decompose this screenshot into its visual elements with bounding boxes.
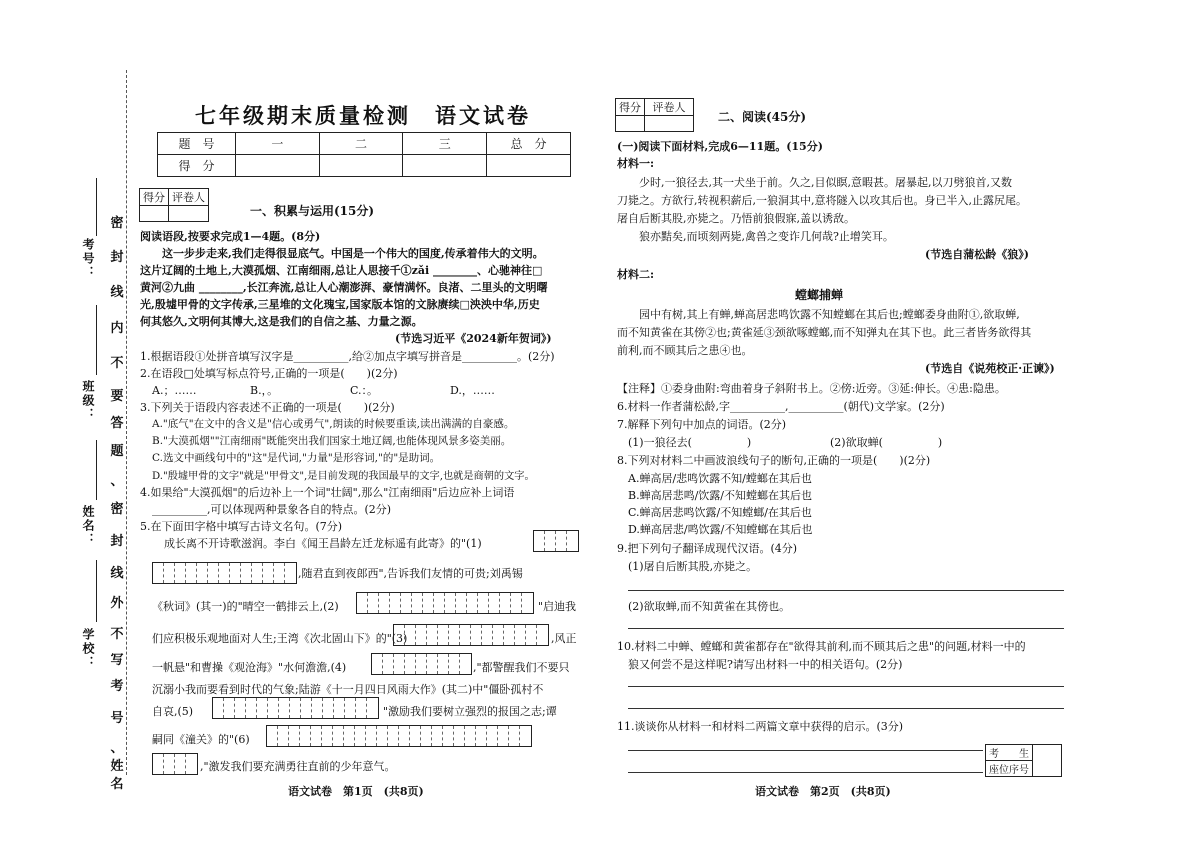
seal-char: 不 <box>110 627 124 642</box>
writing-grid[interactable] <box>152 753 198 775</box>
seal-char: 、 <box>110 741 124 756</box>
answer-line[interactable] <box>628 708 1064 709</box>
writing-grid[interactable] <box>212 697 379 719</box>
score-table <box>157 132 571 177</box>
grader-name-label: 评卷人 <box>645 99 694 116</box>
answer-line[interactable] <box>628 628 1064 629</box>
page-footer-1: 语文试卷 第1页 (共8页) <box>288 785 424 798</box>
question-6: 6.材料一作者蒲松龄,字__________,__________(朝代)文学家。(2分) <box>617 400 945 413</box>
exam-number-blank[interactable] <box>96 178 97 236</box>
grader-box-2 <box>615 98 694 132</box>
material-1-line: 少时,一狼径去,其一犬坐于前。久之,目似瞑,意暇甚。屠暴起,以刀劈狼首,又数 <box>617 176 1012 189</box>
answer-line[interactable] <box>628 772 983 773</box>
q8-option-d[interactable]: D.蝉高居悲/鸣饮露/不知螳螂在其后也 <box>628 523 813 536</box>
q3-option-c[interactable]: C.选文中画线句中的"这"是代词,"力量"是形容词,"的"是助词。 <box>152 452 441 464</box>
grader-score-label: 得分 <box>616 99 645 116</box>
score-header: 三 <box>403 133 487 155</box>
score-cell[interactable] <box>403 155 487 177</box>
grader-score-cell[interactable] <box>616 116 645 132</box>
question-10: 10.材料二中蝉、螳螂和黄雀都存在"欲得其前利,而不顾其后之患"的问题,材料一中的 <box>617 640 1026 653</box>
exam-number-label: 考号： <box>81 238 95 280</box>
seal-char: 线 <box>110 285 124 300</box>
score-header: 题 号 <box>158 133 236 155</box>
writing-grid[interactable] <box>152 562 297 584</box>
grader-name-cell[interactable] <box>169 206 209 222</box>
part1-intro: 阅读语段,按要求完成1—4题。(8分) <box>140 230 321 243</box>
q5-line: ,风正 <box>551 632 577 645</box>
seat-number-cell[interactable] <box>1033 745 1062 777</box>
material-2-line: 前利,而不顾其后之患④也。 <box>617 344 753 357</box>
score-header: 一 <box>236 133 320 155</box>
q5-line: "启迪我 <box>538 600 577 613</box>
seal-char: 写 <box>110 653 124 668</box>
seal-char: 题 <box>110 444 124 459</box>
q7-item-2[interactable]: (2)欲取蝉( ) <box>830 436 943 449</box>
material-2-source: (节选自《说苑校正·正谏》) <box>925 362 1055 375</box>
question-9: 9.把下列句子翻译成现代汉语。(4分) <box>617 542 798 555</box>
score-cell[interactable] <box>319 155 403 177</box>
seat-label: 座位序号 <box>986 761 1033 777</box>
grader-score-cell[interactable] <box>140 206 169 222</box>
q5-line: "激励我们要树立强烈的报国之志;谭 <box>383 705 557 718</box>
score-cell[interactable] <box>487 155 571 177</box>
score-header: 二 <box>319 133 403 155</box>
question-8: 8.下列对材料二中画波浪线句子的断句,正确的一项是( )(2分) <box>617 454 931 467</box>
material-2-title: 螳螂捕蝉 <box>795 288 844 302</box>
annotations: 【注释】①委身曲附:弯曲着身子斜附书上。②傍:近旁。③延:伸长。④患:隐患。 <box>617 382 1006 395</box>
material-1-source: (节选自蒲松龄《狼》) <box>925 248 1029 261</box>
seal-char: 密 <box>110 502 124 517</box>
question-4: 4.如果给"大漠孤烟"的后边补上一个词"壮阔",那么"江南细雨"后边应补上词语 <box>140 486 515 499</box>
material-1-line: 屠自后断其股,亦毙之。乃悟前狼假寐,盖以诱敌。 <box>617 212 855 225</box>
seal-char: 封 <box>110 250 124 265</box>
answer-line[interactable] <box>628 750 983 751</box>
material-1-line: 刀毙之。方欲行,转视积薪后,一狼洞其中,意将隧入以攻其后也。身已半入,止露尻尾。 <box>617 194 1027 207</box>
seal-char: 线 <box>110 566 124 581</box>
writing-grid[interactable] <box>266 725 532 747</box>
name-blank[interactable] <box>96 440 97 500</box>
q9-item-2: (2)欲取蝉,而不知黄雀在其傍也。 <box>628 600 791 613</box>
q5-line: 自哀,(5) <box>152 705 194 718</box>
passage-line: 黄河②九曲 ________,长江奔流,总让人心潮澎湃、豪情满怀。良渚、二里头的文明曙 <box>140 281 548 294</box>
answer-line[interactable] <box>628 590 1064 591</box>
q5-line: ,"激发我们要充满勇往直前的少年意气。 <box>200 760 396 773</box>
seal-char: 要 <box>110 389 124 404</box>
q2-option-c[interactable]: C.：。 <box>350 384 379 397</box>
score-label: 得 分 <box>158 155 236 177</box>
q5-line: ,"都警醒我们不要只 <box>473 661 570 674</box>
question-1: 1.根据语段①处拼音填写汉字是__________,给②加点字填写拼音是__________。(2分) <box>140 350 555 363</box>
passage-line: 这一步步走来,我们走得很显底气。中国是一个伟大的国度,传承着伟大的文明。 <box>140 247 544 260</box>
question-4-cont: __________,可以体现两种景象各自的特点。(2分) <box>152 503 392 516</box>
school-label: 学校： <box>81 628 95 670</box>
grader-box-1 <box>139 188 209 222</box>
q8-option-c[interactable]: C.蝉高居悲鸣饮露/不知螳螂/在其后也 <box>628 506 812 519</box>
score-header: 总 分 <box>487 133 571 155</box>
question-3: 3.下列关于语段内容表述不正确的一项是( )(2分) <box>140 401 395 414</box>
question-10-cont: 狼又何尝不是这样呢?请写出材料一中的相关语句。(2分) <box>628 658 903 671</box>
material-1-label: 材料一: <box>617 157 655 170</box>
passage-line: 光,殷墟甲骨的文字传承,三星堆的文化瑰宝,国家版本馆的文脉赓续□泱泱中华,历史 <box>140 298 540 311</box>
question-5: 5.在下面田字格中填写古诗文名句。(7分) <box>140 520 343 533</box>
material-2-label: 材料二: <box>617 268 655 281</box>
passage-line: 何其悠久,文明何其博大,这是我们的自信之基、力量之源。 <box>140 315 423 328</box>
score-cell[interactable] <box>236 155 320 177</box>
q5-line: 们应积极乐观地面对人生;王湾《次北固山下》的"(3) <box>152 632 408 645</box>
q2-option-b[interactable]: B.，。 <box>250 384 279 397</box>
writing-grid[interactable] <box>371 653 472 675</box>
q8-option-a[interactable]: A.蝉高居/悲鸣饮露不知/螳螂在其后也 <box>628 472 812 485</box>
seal-char: 封 <box>110 534 124 549</box>
material-2-line: 园中有树,其上有蝉,蝉高居悲鸣饮露不知螳螂在其后也;螳螂委身曲附①,欲取蝉, <box>617 308 1020 321</box>
q8-option-b[interactable]: B.蝉高居悲鸣/饮露/不知螳螂在其后也 <box>628 489 812 502</box>
school-blank[interactable] <box>96 560 97 622</box>
class-label: 班级： <box>81 380 95 422</box>
q3-option-b[interactable]: B."大漠孤烟""江南细雨"既能突出我们国家土地辽阔,也能体现风景多姿美丽。 <box>152 435 512 447</box>
seal-char: 答 <box>110 416 124 431</box>
q5-line: 成长离不开诗歌滋润。李白《闻王昌龄左迁龙标遥有此寄》的"(1) <box>164 537 482 550</box>
seal-char: 密 <box>110 216 124 231</box>
seal-char: 、 <box>110 474 124 489</box>
page-footer-2: 语文试卷 第2页 (共8页) <box>755 785 891 798</box>
exam-title: 七年级期末质量检测 语文试卷 <box>195 103 531 128</box>
seal-char: 名 <box>110 777 124 792</box>
section-heading-2: 二、阅读(45分) <box>718 110 807 124</box>
q7-item-1[interactable]: (1)一狼径去( ) <box>628 436 752 449</box>
seal-char: 外 <box>110 596 124 611</box>
grader-score-label: 得分 <box>140 189 169 206</box>
q2-option-d[interactable]: D.，…… <box>450 384 495 397</box>
q5-line: ,随君直到夜郎西",告诉我们友情的可贵;刘禹锡 <box>298 567 523 580</box>
seal-char: 号 <box>110 711 124 726</box>
q5-line: 嗣同《潼关》的"(6) <box>152 733 250 746</box>
q3-option-a[interactable]: A."底气"在文中的含义是"信心或勇气",朗读的时候要重读,读出满满的自豪感。 <box>152 418 515 430</box>
class-blank[interactable] <box>96 305 97 375</box>
seal-char: 姓 <box>110 759 124 774</box>
question-11: 11.谈谈你从材料一和材料二两篇文章中获得的启示。(3分) <box>617 720 904 733</box>
writing-grid[interactable] <box>533 530 579 552</box>
grader-name-label: 评卷人 <box>169 189 209 206</box>
seal-char: 考 <box>110 679 124 694</box>
seal-char: 内 <box>110 321 124 336</box>
seal-char: 不 <box>110 356 124 371</box>
question-7: 7.解释下列句中加点的词语。(2分) <box>617 418 787 431</box>
seat-label: 考 生 <box>986 745 1033 761</box>
q5-line: 沉溺小我而要看到时代的气象;陆游《十一月四日风雨大作》(其二)中"僵卧孤村不 <box>152 683 544 696</box>
question-2: 2.在语段□处填写标点符号,正确的一项是( )(2分) <box>140 367 398 380</box>
reading-intro: (一)阅读下面材料,完成6—11题。(15分) <box>617 140 823 153</box>
grader-name-cell[interactable] <box>645 116 694 132</box>
q9-item-1: (1)屠自后断其股,亦毙之。 <box>628 560 758 573</box>
q5-line: 《秋词》(其一)的"晴空一鹤排云上,(2) <box>152 600 339 613</box>
passage-line: 这片辽阔的土地上,大漠孤烟、江南细雨,总让人思接千①zǎi ________、心驰神往□ <box>140 264 543 277</box>
binding-dashed-line <box>126 70 127 775</box>
writing-grid[interactable] <box>393 624 549 646</box>
seat-number-box <box>985 744 1062 777</box>
writing-grid[interactable] <box>356 592 534 614</box>
q5-line: 一帆悬"和曹操《观沧海》"水何澹澹,(4) <box>152 661 347 674</box>
passage-source: (节选习近平《2024新年贺词》) <box>395 332 552 345</box>
section-heading-1: 一、积累与运用(15分) <box>250 204 375 218</box>
name-label: 姓名： <box>81 505 95 547</box>
material-1-line: 狼亦黠矣,而顷刻两毙,禽兽之变诈几何哉?止增笑耳。 <box>617 230 894 243</box>
answer-line[interactable] <box>628 686 1064 687</box>
material-2-line: 而不知黄雀在其傍②也;黄雀延③颈欲啄螳螂,而不知弹丸在其下也。此三者皆务欲得其 <box>617 326 1032 339</box>
q2-option-a[interactable]: A.；…… <box>152 384 197 397</box>
q3-option-d[interactable]: D."殷墟甲骨的文字"就是"甲骨文",是目前发现的我国最早的文字,也就是商朝的文字。 <box>152 471 535 482</box>
